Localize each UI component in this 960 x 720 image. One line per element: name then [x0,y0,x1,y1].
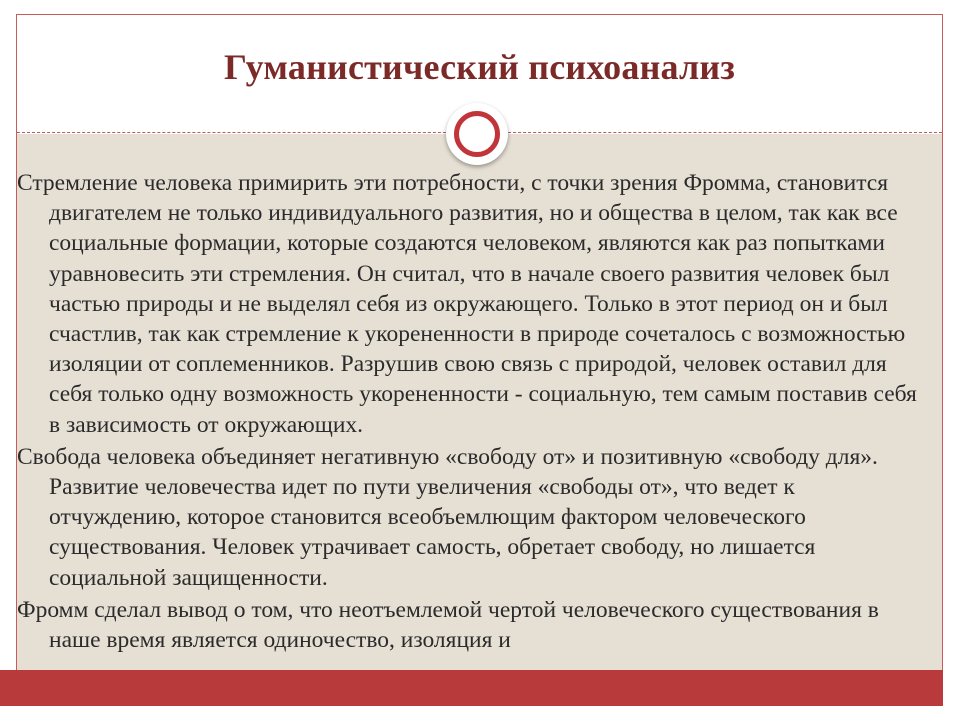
paragraph-1: Стремление человека примирить эти потребности, с точки зрения Фромма, становится двигателем не только индивидуального развития, но и общества в целом, так как все социальные формации, которые создаются человеком, являются как раз попытками уравновесить эти стремления. Он считал, что в начале своего развития человек был частью природы и не выделял себя из окружающего. Только в этот период он и был счастлив, так как стремление к укорененности в природе сочеталось с возможностью изоляции от соплеменников. Разрушив свою связь с природой, человек оставил для себя только одну возможность укорененности - социальную, тем самым поставив себя в зависимость от окружающих. [17,170,917,438]
bottom-bar [0,670,943,706]
slide-body [17,168,927,657]
paragraph-3: Фромм сделал вывод о том, что неотъемлемой чертой человеческого существования в наше время является одиночество, изоляция и [17,596,879,654]
paragraph-2: Свобода человека объединяет негативную «свободу от» и позитивную «свободу для». Развитие человечества идет по пути увеличения «свободы от», что ведет к отчуждению, которое становится всеобъемлющим фактором человеческого существования. Человек утрачивает самость, обретает свободу, но лишается социальной защищенности. [17,443,878,591]
slide-title: Гуманистический психоанализ [223,47,736,87]
circle-ring-icon [454,111,500,157]
